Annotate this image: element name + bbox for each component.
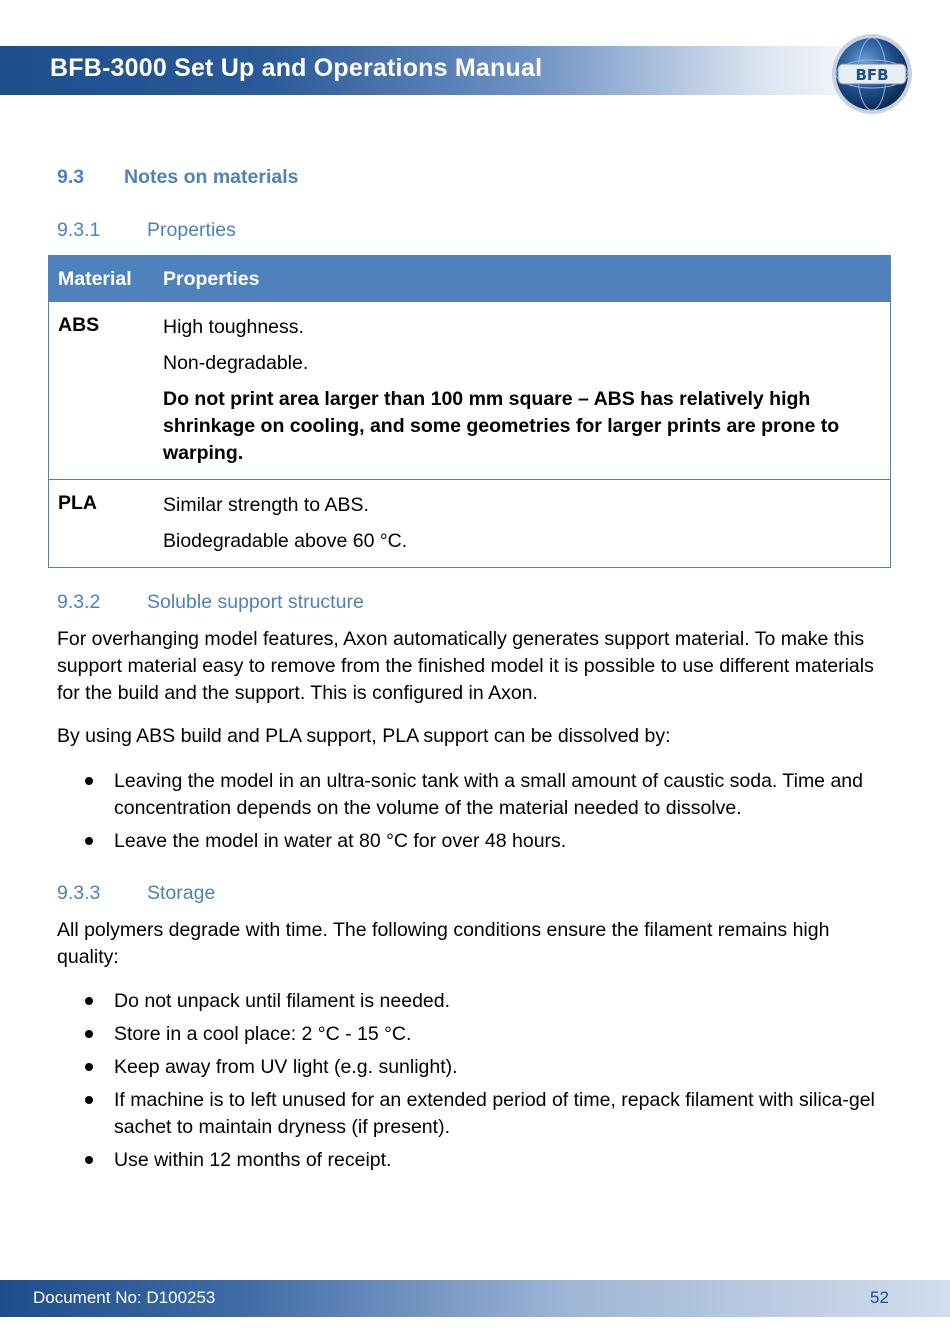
bullet-icon xyxy=(85,837,93,845)
section-title: Notes on materials xyxy=(124,166,299,188)
subsection-title: Properties xyxy=(147,219,236,241)
properties-cell xyxy=(154,480,891,568)
list-item: Use within 12 months of receipt. xyxy=(57,1147,887,1174)
bullet-icon xyxy=(85,1156,93,1164)
properties-cell xyxy=(154,302,891,480)
subsection-title: Storage xyxy=(147,882,216,904)
subsection-number: 9.3.3 xyxy=(57,882,101,904)
table-row xyxy=(49,480,891,568)
logo-text: BFB xyxy=(855,66,889,84)
list-item: Do not unpack until filament is needed. xyxy=(57,988,887,1015)
subsection-number: 9.3.1 xyxy=(57,219,101,241)
document-title: BFB-3000 Set Up and Operations Manual xyxy=(50,54,543,82)
section-heading xyxy=(57,166,298,189)
material-cell: PLA xyxy=(58,492,97,514)
storage-paragraph: All polymers degrade with time. The following conditions ensure the filament remains high quality: xyxy=(57,919,830,968)
table-row xyxy=(49,302,891,480)
subsection-number: 9.3.2 xyxy=(57,591,101,613)
property-line: High toughness. xyxy=(163,316,304,338)
materials-table xyxy=(48,255,891,568)
list-item: Leave the model in water at 80 °C for over 48 hours. xyxy=(57,828,887,855)
storage-bullet-list xyxy=(57,988,887,1180)
bullet-icon xyxy=(85,1063,93,1071)
material-cell: ABS xyxy=(49,302,155,480)
support-paragraph-dissolve: By using ABS build and PLA support, PLA support can be dissolved by: xyxy=(57,725,671,747)
property-line: Similar strength to ABS. xyxy=(163,494,369,516)
property-line: Biodegradable above 60 °C. xyxy=(163,530,408,552)
bullet-icon xyxy=(85,997,93,1005)
subsection-heading-properties xyxy=(57,219,236,242)
bullet-icon xyxy=(85,777,93,785)
page-number: 52 xyxy=(870,1288,889,1307)
support-bullet-list xyxy=(57,768,887,861)
list-item: Store in a cool place: 2 °C - 15 °C. xyxy=(57,1021,887,1048)
bullet-icon xyxy=(85,1030,93,1038)
document-number: Document No: D100253 xyxy=(33,1288,216,1307)
section-number: 9.3 xyxy=(57,166,85,188)
subsection-heading-support xyxy=(57,591,364,614)
bfb-logo xyxy=(830,32,914,116)
property-line: Non-degradable. xyxy=(163,352,309,374)
column-header-properties: Properties xyxy=(154,256,891,303)
subsection-title: Soluble support structure xyxy=(147,591,364,613)
subsection-heading-storage xyxy=(57,882,215,905)
list-item: If machine is to left unused for an extended period of time, repack filament with silica-gel sachet to maintain dryness (if present). xyxy=(57,1087,887,1141)
support-paragraph: For overhanging model features, Axon automatically generates support material. To make this support material easy to remove from the finished model it is possible to use different materials for the build and the support. This is configured in Axon. xyxy=(57,628,874,704)
warning-note: Do not print area larger than 100 mm square – ABS has relatively high shrinkage on cooling, and some geometries for larger prints are prone to warping. xyxy=(163,388,840,464)
list-item: Leaving the model in an ultra-sonic tank with a small amount of caustic soda. Time and concentration depends on the volume of the material needed to dissolve. xyxy=(57,768,887,822)
column-header-material: Material xyxy=(49,256,155,303)
table-header-row xyxy=(49,256,891,303)
list-item: Keep away from UV light (e.g. sunlight). xyxy=(57,1054,887,1081)
bullet-icon xyxy=(85,1096,93,1104)
